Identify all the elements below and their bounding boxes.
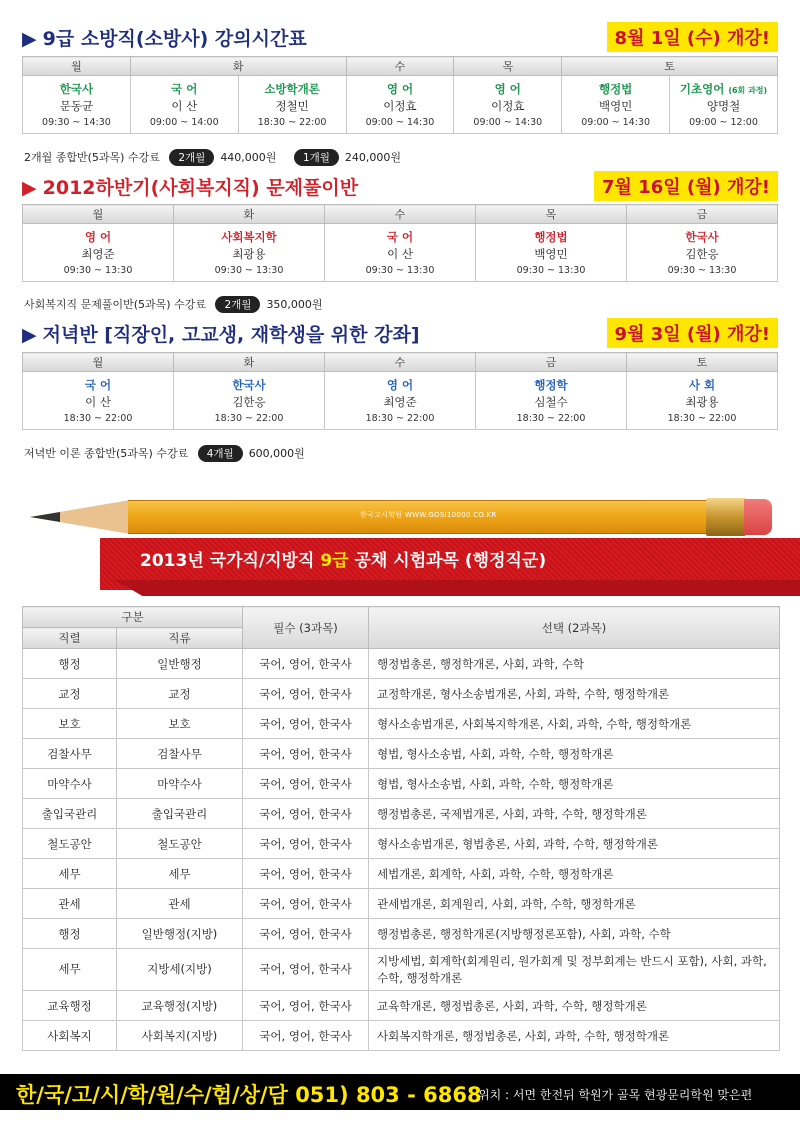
class-time: 09:00 ~ 14:30 <box>365 117 435 128</box>
exam-required-cell: 국어, 영어, 한국사 <box>243 739 369 769</box>
class-subject: 한국사 <box>59 82 94 96</box>
exam-required-cell: 국어, 영어, 한국사 <box>243 949 369 991</box>
exam-required-cell: 국어, 영어, 한국사 <box>243 889 369 919</box>
day-header: 화 <box>174 205 325 224</box>
exam-category-cell: 교육행정(지방) <box>117 991 243 1021</box>
exam-elective-cell: 지방세법, 회계학(회계원리, 원가회계 및 정부회계는 반드시 포함), 사회, 과학, 수학, 행정학개론 <box>369 949 780 991</box>
duration-pill: 1개월 <box>294 149 339 166</box>
day-header: 월 <box>23 353 174 372</box>
day-header: 목 <box>476 205 627 224</box>
class-teacher: 이 산 <box>171 99 198 113</box>
class-teacher: 이 산 <box>85 395 111 409</box>
exam-category-cell: 철도공안 <box>117 829 243 859</box>
exam-elective-cell: 형사소송법개론, 사회복지학개론, 사회, 과학, 수학, 행정학개론 <box>369 709 780 739</box>
exam-header-series: 직렬 <box>23 628 117 649</box>
class-subject: 국 어 <box>84 378 112 392</box>
red-band-shadow <box>115 580 800 596</box>
exam-elective-cell: 세법개론, 회계학, 사회, 과학, 수학, 행정학개론 <box>369 859 780 889</box>
play-arrow-icon: ▶ <box>22 177 37 199</box>
class-teacher: 최광용 <box>685 395 719 409</box>
class-subject: 사회복지학 <box>221 230 277 244</box>
class-time: 09:00 ~ 14:30 <box>473 117 543 128</box>
play-arrow-icon: ▶ <box>22 324 37 346</box>
exam-elective-cell: 형법, 형사소송법, 사회, 과학, 수학, 행정학개론 <box>369 739 780 769</box>
exam-subject-table <box>22 606 780 1051</box>
exam-series-cell: 교정 <box>23 679 117 709</box>
exam-series-cell: 검찰사무 <box>23 739 117 769</box>
table-row <box>23 769 780 799</box>
exam-required-cell: 국어, 영어, 한국사 <box>243 769 369 799</box>
table-row <box>23 829 780 859</box>
class-time: 09:00 ~ 14:30 <box>581 117 651 128</box>
class-teacher: 양명철 <box>706 99 741 113</box>
class-cell <box>130 76 238 134</box>
day-header: 화 <box>130 57 346 76</box>
section3-open-badge: 9월 3일 (월) 개강! <box>607 318 778 348</box>
exam-required-cell: 국어, 영어, 한국사 <box>243 829 369 859</box>
section2-header <box>22 171 778 201</box>
class-time: 09:30 ~ 13:30 <box>63 265 133 276</box>
table-row <box>23 709 780 739</box>
pencil-ferrule <box>706 498 746 536</box>
table-row <box>23 991 780 1021</box>
exam-required-cell: 국어, 영어, 한국사 <box>243 919 369 949</box>
class-subject: 행정학 <box>534 378 568 392</box>
exam-required-cell: 국어, 영어, 한국사 <box>243 649 369 679</box>
class-subject: 영 어 <box>494 82 521 96</box>
day-header: 수 <box>346 57 454 76</box>
class-subject: 소방학개론 <box>264 82 320 96</box>
class-teacher: 문동균 <box>59 99 94 113</box>
section2-open-badge: 7월 16일 (월) 개강! <box>594 171 778 201</box>
class-cell <box>346 76 454 134</box>
day-header: 금 <box>627 205 778 224</box>
table-row <box>23 889 780 919</box>
class-teacher: 최광용 <box>232 247 266 261</box>
class-teacher: 백영민 <box>598 99 633 113</box>
section3-schedule-table <box>22 352 778 430</box>
table-row <box>23 799 780 829</box>
exam-elective-cell: 사회복지학개론, 행정법총론, 사회, 과학, 수학, 행정학개론 <box>369 1021 780 1051</box>
exam-header-group: 구분 <box>23 607 243 628</box>
exam-series-cell: 보호 <box>23 709 117 739</box>
exam-header-category: 직류 <box>117 628 243 649</box>
class-cell <box>627 372 778 430</box>
section1-header <box>22 22 778 52</box>
duration-pill: 2개월 <box>215 296 260 313</box>
class-time: 09:00 ~ 12:00 <box>689 117 758 128</box>
exam-required-cell: 국어, 영어, 한국사 <box>243 709 369 739</box>
exam-elective-cell: 행정법총론, 국제법개론, 사회, 과학, 수학, 행정학개론 <box>369 799 780 829</box>
class-subject: 영 어 <box>84 230 112 244</box>
class-time: 09:30 ~ 13:30 <box>214 265 284 276</box>
exam-series-cell: 행정 <box>23 649 117 679</box>
class-time: 09:30 ~ 13:30 <box>365 265 435 276</box>
class-time: 18:30 ~ 22:00 <box>516 413 586 424</box>
duration-pill: 4개월 <box>198 445 243 462</box>
class-subject-note: (6회 과정) <box>728 86 768 95</box>
section3-fee: 저녁반 이론 종합반(5과목) 수강료 4개월 600,000원 <box>24 447 305 460</box>
table-row <box>23 739 780 769</box>
class-cell <box>476 372 627 430</box>
exam-series-cell: 철도공안 <box>23 829 117 859</box>
pencil-eraser <box>744 499 772 535</box>
exam-series-cell: 교육행정 <box>23 991 117 1021</box>
exam-elective-cell: 행정법총론, 행정학개론(지방행정론포함), 사회, 과학, 수학 <box>369 919 780 949</box>
exam-category-cell: 보호 <box>117 709 243 739</box>
class-subject: 영 어 <box>386 378 414 392</box>
footer-contact: 한/국/고/시/학/원/수/험/상/담 051) 803 - 6868 <box>16 1083 482 1107</box>
exam-series-cell: 마약수사 <box>23 769 117 799</box>
exam-elective-cell: 관세법개론, 회계원리, 사회, 과학, 수학, 행정학개론 <box>369 889 780 919</box>
section2-fee: 사회복지직 문제풀이반(5과목) 수강료 2개월 350,000원 <box>24 298 323 311</box>
day-header: 수 <box>325 353 476 372</box>
class-subject: 국 어 <box>386 230 414 244</box>
duration-pill: 2개월 <box>169 149 214 166</box>
exam-required-cell: 국어, 영어, 한국사 <box>243 991 369 1021</box>
exam-category-cell: 세무 <box>117 859 243 889</box>
class-time: 09:30 ~ 13:30 <box>667 265 737 276</box>
class-teacher: 김한응 <box>685 247 719 261</box>
class-teacher: 최영준 <box>383 395 417 409</box>
exam-category-cell: 일반행정(지방) <box>117 919 243 949</box>
table-row <box>23 649 780 679</box>
footer-location: 위치 : 서면 한전뒤 학원가 골목 현광문리학원 맞은편 <box>478 1088 753 1102</box>
class-teacher: 이 산 <box>387 247 413 261</box>
exam-series-cell: 출입국관리 <box>23 799 117 829</box>
section2-title: ▶ 2012하반기(사회복지직) 문제풀이반 <box>22 177 359 199</box>
class-time: 09:30 ~ 14:30 <box>42 117 111 128</box>
exam-table-body <box>23 649 780 1051</box>
class-time: 09:30 ~ 13:30 <box>516 265 586 276</box>
section1-fee: 2개월 종합반(5과목) 수강료 2개월 440,000원 1개월 240,000원 <box>24 151 402 164</box>
section1-open-badge: 8월 1일 (수) 개강! <box>607 22 778 52</box>
price: 350,000원 <box>266 298 323 311</box>
class-cell <box>627 224 778 282</box>
pencil-lead <box>30 512 60 522</box>
exam-category-cell: 일반행정 <box>117 649 243 679</box>
exam-category-cell: 관세 <box>117 889 243 919</box>
class-cell <box>476 224 627 282</box>
price: 440,000원 <box>220 151 277 164</box>
class-cell <box>174 224 325 282</box>
exam-category-cell: 마약수사 <box>117 769 243 799</box>
section3-title: ▶ 저녁반 [직장인, 고교생, 재학생을 위한 강좌] <box>22 324 420 346</box>
class-subject: 영 어 <box>386 82 414 96</box>
class-subject: 한국사 <box>685 230 719 244</box>
exam-series-cell: 사회복지 <box>23 1021 117 1051</box>
exam-category-cell: 출입국관리 <box>117 799 243 829</box>
table-row <box>23 679 780 709</box>
class-cell <box>454 76 562 134</box>
class-teacher: 백영민 <box>534 247 568 261</box>
exam-category-cell: 지방세(지방) <box>117 949 243 991</box>
class-subject: 사 회 <box>688 378 716 392</box>
exam-elective-cell: 행정법총론, 행정학개론, 사회, 과학, 수학 <box>369 649 780 679</box>
day-header: 월 <box>23 57 131 76</box>
day-header: 목 <box>454 57 562 76</box>
exam-header-required: 필수 (3과목) <box>243 607 369 649</box>
class-cell <box>23 224 174 282</box>
price: 240,000원 <box>344 151 402 164</box>
exam-category-cell: 검찰사무 <box>117 739 243 769</box>
class-subject: 행정법 <box>534 230 568 244</box>
section3-header <box>22 318 778 348</box>
day-header: 토 <box>627 353 778 372</box>
class-cell <box>325 224 476 282</box>
class-teacher: 최영준 <box>81 247 115 261</box>
exam-series-cell: 세무 <box>23 859 117 889</box>
class-cell <box>238 76 346 134</box>
exam-elective-cell: 교정학개론, 형사소송법개론, 사회, 과학, 수학, 행정학개론 <box>369 679 780 709</box>
class-cell <box>174 372 325 430</box>
class-subject: 행정법 <box>598 82 633 96</box>
class-time: 18:30 ~ 22:00 <box>667 413 737 424</box>
exam-series-cell: 관세 <box>23 889 117 919</box>
class-time: 18:30 ~ 22:00 <box>63 413 133 424</box>
pencil-text: 한국고시학원 WWW.GOSI10000.CO.KR <box>360 511 497 519</box>
footer <box>0 1074 800 1110</box>
day-header: 수 <box>325 205 476 224</box>
class-subject: 국 어 <box>171 82 198 96</box>
day-header: 금 <box>476 353 627 372</box>
class-cell <box>325 372 476 430</box>
class-time: 09:00 ~ 14:00 <box>149 117 219 128</box>
exam-category-cell: 사회복지(지방) <box>117 1021 243 1051</box>
day-header: 월 <box>23 205 174 224</box>
exam-required-cell: 국어, 영어, 한국사 <box>243 679 369 709</box>
section1-title: ▶ 9급 소방직(소방사) 강의시간표 <box>22 28 307 50</box>
class-cell <box>23 76 131 134</box>
table-row <box>23 1021 780 1051</box>
exam-required-cell: 국어, 영어, 한국사 <box>243 859 369 889</box>
class-teacher: 김한응 <box>232 395 266 409</box>
table-row <box>23 859 780 889</box>
play-arrow-icon: ▶ <box>22 28 37 50</box>
table-row <box>23 949 780 991</box>
class-cell <box>670 76 778 134</box>
exam-elective-cell: 교육학개론, 행정법총론, 사회, 과학, 수학, 행정학개론 <box>369 991 780 1021</box>
banner-title: 2013년 국가직/지방직 9급 공채 시험과목 (행정직군) <box>140 551 547 571</box>
exam-required-cell: 국어, 영어, 한국사 <box>243 1021 369 1051</box>
exam-category-cell: 교정 <box>117 679 243 709</box>
class-cell <box>562 76 670 134</box>
price: 600,000원 <box>248 447 305 460</box>
exam-header-elective: 선택 (2과목) <box>369 607 780 649</box>
class-time: 18:30 ~ 22:00 <box>257 117 327 128</box>
section2-schedule-table <box>22 204 778 282</box>
class-subject: 한국사 <box>232 378 266 392</box>
day-header: 토 <box>562 57 778 76</box>
class-teacher: 심철수 <box>534 395 568 409</box>
exam-required-cell: 국어, 영어, 한국사 <box>243 799 369 829</box>
class-cell <box>23 372 174 430</box>
table-row <box>23 919 780 949</box>
day-header: 화 <box>174 353 325 372</box>
class-time: 18:30 ~ 22:00 <box>365 413 435 424</box>
section1-schedule-table <box>22 56 778 134</box>
exam-series-cell: 행정 <box>23 919 117 949</box>
pencil-banner <box>0 488 800 608</box>
class-teacher: 정철민 <box>275 99 309 113</box>
class-teacher: 이정효 <box>383 99 417 113</box>
exam-elective-cell: 형사소송법개론, 형법총론, 사회, 과학, 수학, 행정학개론 <box>369 829 780 859</box>
class-teacher: 이정효 <box>491 99 525 113</box>
exam-series-cell: 세무 <box>23 949 117 991</box>
class-time: 18:30 ~ 22:00 <box>214 413 284 424</box>
exam-elective-cell: 형법, 형사소송법, 사회, 과학, 수학, 행정학개론 <box>369 769 780 799</box>
class-subject: 기초영어 (6회 과정) <box>679 82 768 96</box>
